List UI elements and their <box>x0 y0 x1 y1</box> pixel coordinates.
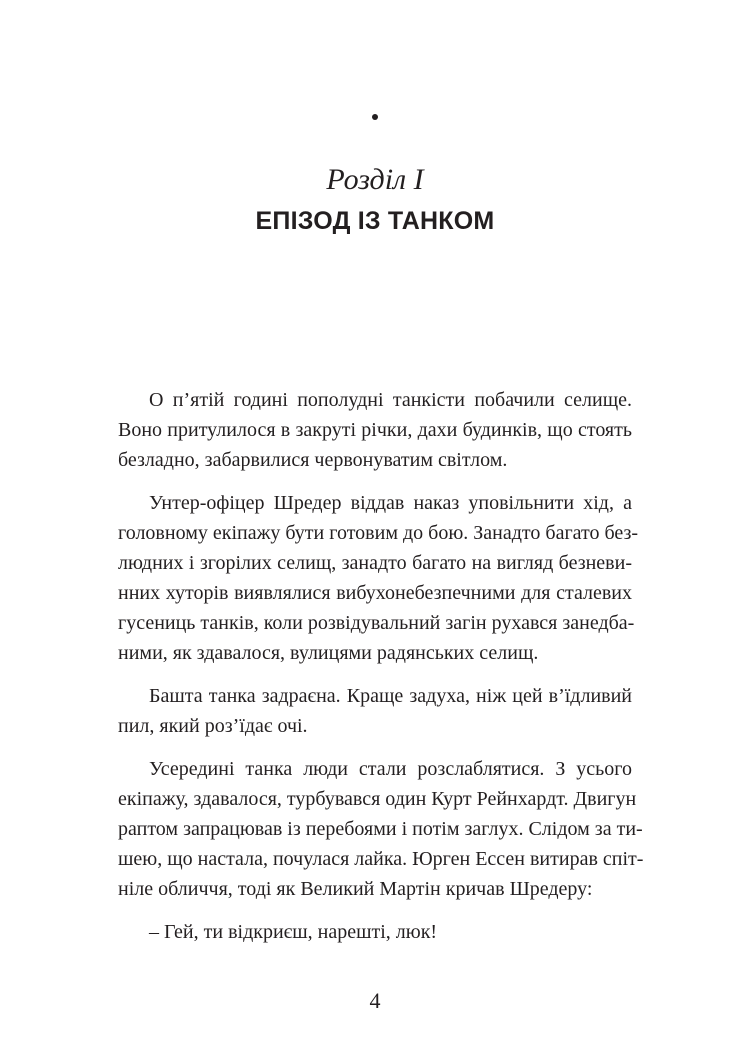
body-text <box>118 385 644 960</box>
paragraph <box>118 754 644 904</box>
text-line: екіпажу, здавалося, турбувався один Курт Рейнхардт. Двигун <box>118 788 637 810</box>
text-line: ними, як здавалося, вулицями радянських селищ. <box>118 642 539 664</box>
chapter-title: ЕПІЗОД ІЗ ТАНКОМ <box>255 207 495 235</box>
text-line: пил, який роз’їдає очі. <box>118 715 308 737</box>
text-line: Башта танка задраєна. Краще задуха, ніж цей в’їдливий <box>149 685 632 707</box>
text-line: гусениць танків, коли розвідувальний загін рухався занедба- <box>118 612 635 634</box>
paragraph <box>118 488 639 668</box>
text-line: безладно, забарвилися червонуватим світлом. <box>118 449 508 471</box>
text-line: Усередині танка люди стали розслаблятися. З усього <box>149 758 632 780</box>
text-line: ніле обличчя, тоді як Великий Мартін кричав Шредеру: <box>118 878 593 900</box>
paragraph <box>118 385 632 475</box>
text-line: головному екіпажу бути готовим до бою. Занадто багато без- <box>118 522 639 544</box>
paragraph <box>118 681 632 741</box>
text-line: раптом запрацював із перебоями і потім заглух. Слідом за ти- <box>118 818 643 840</box>
ornament-bullet <box>372 114 378 120</box>
text-line: О п’ятій годині пополудні танкісти побачили селище. <box>149 389 632 411</box>
paragraph <box>118 917 632 947</box>
text-line: Воно притулилося в закруті річки, дахи будинків, що стоять <box>118 419 632 441</box>
chapter-label: Розділ I <box>326 163 424 196</box>
text-line: шею, що настала, почулася лайка. Юрген Ессен витирав спіт- <box>118 848 644 870</box>
page-number: 4 <box>369 988 381 1013</box>
text-line: нних хуторів виявлялися вибухонебезпечними для сталевих <box>118 582 632 604</box>
text-line: Унтер-офіцер Шредер віддав наказ уповільнити хід, а <box>149 492 632 514</box>
text-line: – Гей, ти відкриєш, нарешті, люк! <box>149 921 438 943</box>
text-line: людних і згорілих селищ, занадто багато на вигляд безневи- <box>118 552 632 574</box>
